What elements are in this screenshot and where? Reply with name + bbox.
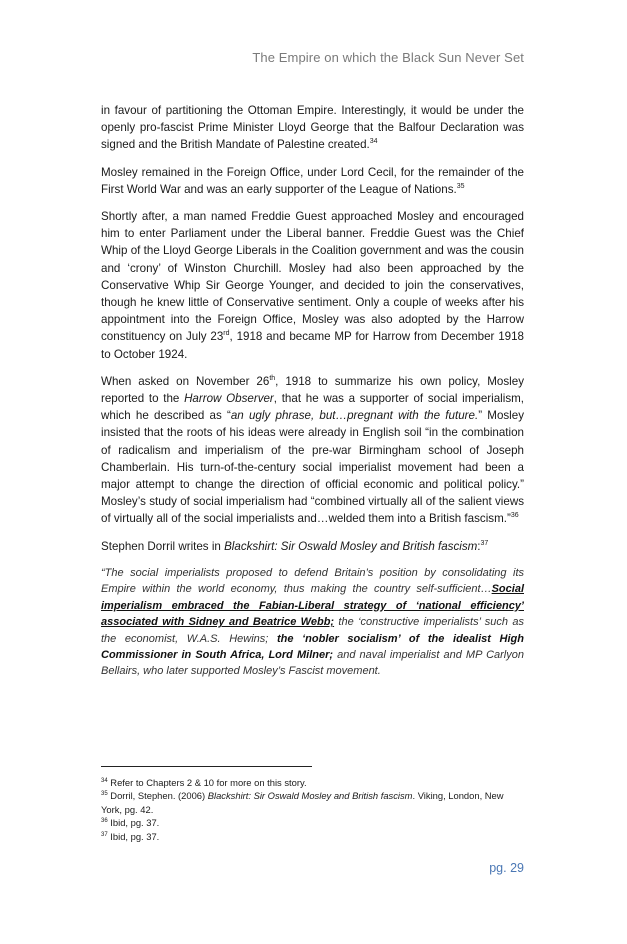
footnote-37: $^{37}$ Ibid, pg. 37.: [101, 830, 160, 842]
paragraph-3: Shortly after, a man named Freddie Guest approached Mosley and encouraged him to enter Parliament under the Liberal banner. Freddie Guest was the Chief Whip of the Lloyd George Liberals in the Coalition government and was the cousin and ‘crony’ of Winston Churchill. Mosley had also been approached by the Conservative Whip Sir George Younger, and decided to join the conservatives, though he knew little of Conservative sentiment. Only a couple of weeks after his appointment into the Foreign Office, Mosley was also adopted by the Harrow constituency on July 23rd, 1918 and became MP for Harrow from December 1918 to October 1924.: [101, 210, 524, 361]
footnote-divider: [101, 766, 312, 767]
newspaper-title: Harrow Observer: [184, 392, 274, 406]
footnote-35: $^{35}$ Dorril, Stephen. (2006) Blackshirt: Sir Oswald Mosley and British fascism. Viking, London, New York, pg. 42.: [101, 790, 504, 815]
page-number: pg. 29: [489, 861, 524, 875]
body-text: [101, 102, 524, 680]
footnote-36: $^{36}$ Ibid, pg. 37.: [101, 817, 160, 829]
footnote-ref-34: 34: [369, 138, 378, 146]
footnotes: [101, 776, 524, 843]
paragraph-5: Stephen Dorril writes in Blackshirt: Sir Oswald Mosley and British fascism:$^{37}$: [101, 539, 489, 553]
paragraph-2: Mosley remained in the Foreign Office, under Lord Cecil, for the remainder of the First World War and was an early supporter of the League of Nations.$^{35}$: [101, 165, 524, 196]
mosley-quote: an ugly phrase, but…pregnant with the future.: [230, 409, 479, 423]
paragraph-4: When asked on November 26th, 1918 to summarize his own policy, Mosley reported to the Harrow Observer, that he was a supporter of social imperialism, which he described as “an ugly phrase, but…pregnant with the future.” Mosley insisted that the roots of his ideas were already in English soil “in the combination of radicalism and imperialism of the pre-war Birmingham school of Joseph Chamberlain. His turn-of-the-century social imperialist movement had been a major attempt to change the direction of official economic and political policy.” Mosley’s study of social imperialism had “combined virtually all of the salient views of virtually all of the social imperialists and…welded them into a British fascism.”$^{36}$: [101, 374, 525, 526]
quote-emphasis-2: the ‘nobler socialism’ of the idealist High Commissioner in South Africa, Lord Milner;: [101, 632, 524, 661]
footnote-ref-36: 36: [510, 512, 519, 520]
footnote-ref-35: 35: [456, 182, 465, 190]
footnote-ref-37: 37: [480, 539, 489, 547]
book-title: Blackshirt: Sir Oswald Mosley and British fascism: [224, 539, 478, 553]
paragraph-1: in favour of partitioning the Ottoman Empire. Interestingly, it would be under the openly pro-fascist Prime Minister Lloyd George that the Balfour Declaration was signed and the British Mandate of Palestine created.$^{34}$: [101, 104, 524, 152]
block-quote: “The social imperialists proposed to defend Britain’s position by consolidating its Empire within the world economy, thus making the country self-sufficient…Social imperialism embraced the Fabian-Liberal strategy of ‘national efficiency’ associated with Sidney and Beatrice Webb; the ‘constructive imperialists’ such as the economist, W.A.S. Hewins; the ‘nobler socialism’ of the idealist High Commissioner in South Africa, Lord Milner; and naval imperialist and MP Carlyon Bellairs, who later supported Mosley’s Fascist movement.: [101, 566, 524, 678]
quote-emphasis-1: Social imperialism embraced the Fabian-Liberal strategy of ‘national efficiency’ associated with Sidney and Beatrice Webb;: [101, 583, 524, 629]
footnote-34: $^{34}$ Refer to Chapters 2 & 10 for more on this story.: [101, 777, 307, 788]
running-header: The Empire on which the Black Sun Never Set: [252, 50, 524, 65]
